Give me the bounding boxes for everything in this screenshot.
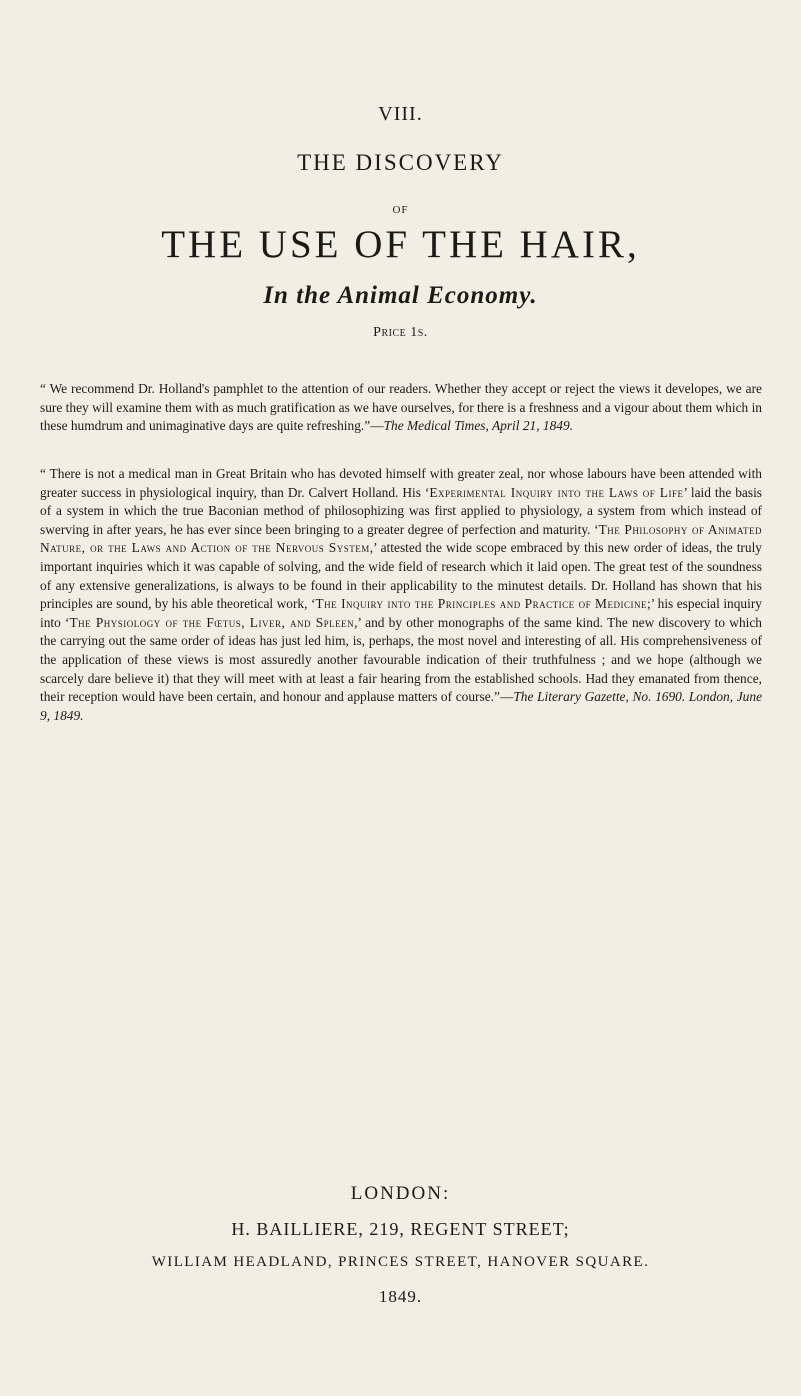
imprint-publisher: H. BAILLIERE, 219, REGENT STREET; <box>231 1219 570 1239</box>
review-literary-gazette <box>40 465 762 725</box>
review-source: The Medical Times, April 21, 1849. <box>383 418 574 434</box>
imprint-city: LONDON: <box>350 1183 451 1204</box>
review-medical-times <box>40 380 762 436</box>
review-text: ;’ his especial inquiry into ‘ <box>40 596 762 630</box>
subtitle: In the Animal Economy. <box>263 282 538 309</box>
review-source: The Literary Gazette, No. 1690. London, June 9, 1849. <box>40 689 763 723</box>
review-text: ,’ and by other monographs of the same kind. The new discovery to which the carrying out the same order of ideas has just led him, is, perhaps, the most novel and interesting of all. His comprehensiveness of the application of these views is most assuredly another favourable indication of their truthfulness ; and we hope (although we scarcely dare believe it) that they will meet with at least a fair hearing from the established schools. Had they emanated from thence, their reception would have been certain, and honour and applause matters of course.”— <box>40 614 763 705</box>
imprint-printer: WILLIAM HEADLAND, PRINCES STREET, HANOVER SQUARE. <box>151 1254 650 1270</box>
review-text: ’ laid the basis of a system in which the true Baconian method of philosophizing was first applied to physiology, a system from which instead of swerving in after years, he has ever since been bringing to a greater degree of perfection and maturity. ‘ <box>40 484 762 537</box>
section-number: VIII. <box>378 103 423 125</box>
price: Price 1s. <box>373 325 428 340</box>
title-of: OF <box>392 204 409 216</box>
imprint-year: 1849. <box>378 1287 423 1306</box>
main-title: THE USE OF THE HAIR, <box>161 223 640 266</box>
work-title: The Inquiry into the Principles and Practice of Medicine <box>315 596 647 612</box>
review-body: “ We recommend Dr. Holland's pamphlet to the attention of our readers. Whether they accept or reject the views it developes, we are sure they will examine them with as much gratification as we have ourselves, for there is a freshness and a vigour about them which in these humdrum and unimaginative days are quite refreshing.”— <box>40 381 762 434</box>
work-title: The Physiology of the Fœtus, Liver, and Spleen <box>69 614 355 630</box>
review-text: “ There is not a medical man in Great Britain who has devoted himself with greater zeal, nor whose labours have been attended with greater success in physiological inquiry, than Dr. Calvert Holland. His ‘ <box>40 466 762 500</box>
work-title: Experimental Inquiry into the Laws of Life <box>429 484 684 500</box>
review-text: ,’ attested the wide scope embraced by this new order of ideas, the truly important inquiries which it was capable of solving, and the wide field of research which it laid open. The great test of the soundness of any extensive generalizations, is always to be found in their applicability to the minutest details. Dr. Holland has shown that his principles are sound, by his able theoretical work, ‘ <box>40 540 762 612</box>
title-line-1: THE DISCOVERY <box>297 150 504 175</box>
work-title: The Philosophy of Animated Nature, or the Laws and Action of the Nervous System <box>40 521 762 556</box>
